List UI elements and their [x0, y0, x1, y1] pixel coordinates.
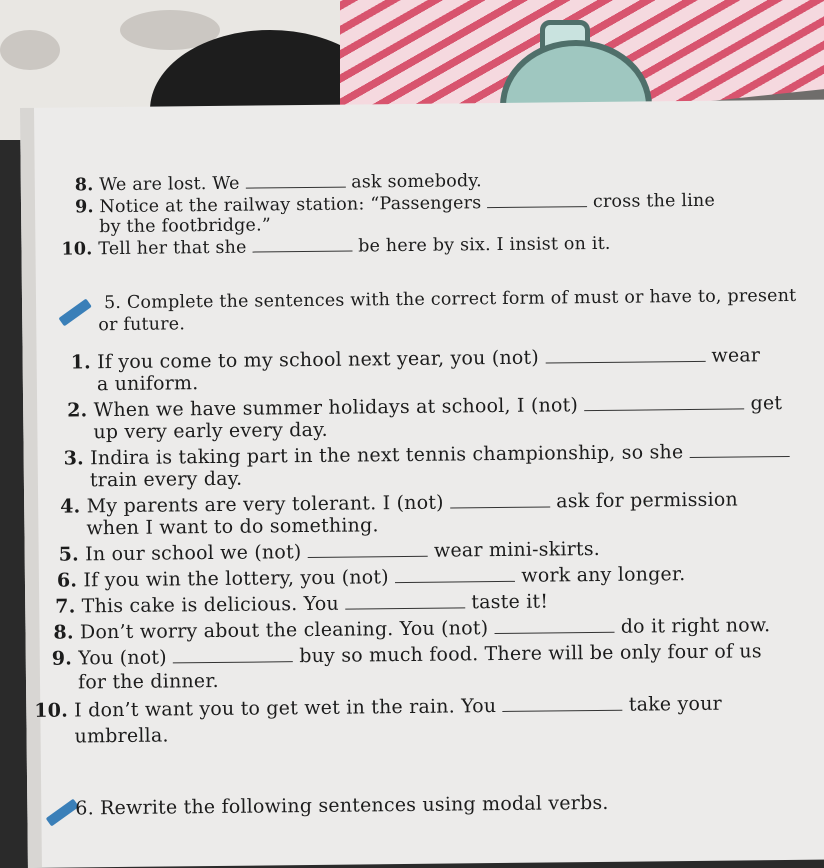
sentence-9-cont: by the footbridge.” [99, 215, 272, 238]
answer-blank[interactable] [487, 192, 587, 208]
sentence-8: 8. We are lost. We ask somebody. [74, 171, 482, 196]
ex5-item-4: 4. My parents are very tolerant. I (not) ask for permission [60, 488, 739, 518]
ex5-item-6: 6. If you win the lottery, you (not) work any longer. [56, 563, 686, 592]
exercise-6-title: 6. Rewrite the following sentences using modal verbs. [75, 791, 609, 820]
answer-blank[interactable] [690, 442, 790, 458]
textbook-page: 8. We are lost. We ask somebody. 9. Notice at the railway station: “Passengers cross the line by the footbridge.” 10. Tell her that she be here by six. I insist on it. 5. Complete the sentences with the correct form of must or have to, present or future. 1. If you come to my school next year, you (not) wear a uniform. 2. When we have summer holidays at school, I (not) get up very early every day. 3. Indira is taking part in the next tennis championship, so she train every day. 4. My parents are very tolerant. I (not) ask for permission when I want to do something. 5. In our school we (not) wear mini-skirts. 6. If you win the lottery, you (not) work any longer. 7. This cake is delicious. You taste it! 8. Don’t worry about the cleaning. You (not) do it right now. 9. You (not) buy so much food. There will be only four of us for the dinner. 10. I don’t want you to get wet in the rain. You take your umbrella. 6. Rewrite the following sentences using modal verbs. [20, 99, 824, 868]
answer-blank[interactable] [545, 347, 705, 364]
ex5-item-5: 5. In our school we (not) wear mini-skirts. [58, 537, 601, 566]
answer-blank[interactable] [395, 567, 515, 583]
answer-blank[interactable] [450, 492, 550, 508]
answer-blank[interactable] [252, 237, 352, 253]
ex5-item-7: 7. This cake is delicious. You taste it! [55, 590, 549, 618]
answer-blank[interactable] [494, 618, 614, 634]
exercise-5-title: 5. Complete the sentences with the correct form of must or have to, present [103, 285, 797, 314]
answer-blank[interactable] [245, 173, 345, 189]
sentence-10: 10. Tell her that she be here by six. I insist on it. [61, 233, 611, 260]
pencil-icon [58, 298, 91, 326]
ex5-item-1: 1. If you come to my school next year, you (not) wear [70, 344, 761, 374]
sentence-9: 9. Notice at the railway station: “Passengers cross the line [74, 190, 716, 218]
answer-blank[interactable] [584, 394, 744, 411]
ex5-item-8: 8. Don’t worry about the cleaning. You (not) do it right now. [53, 614, 771, 644]
background-blotch [0, 30, 60, 70]
ex5-item-10: 10. I don’t want you to get wet in the rain. You take your [34, 692, 722, 722]
exercise-5-title-cont: or future. [98, 314, 186, 336]
pencil-icon [46, 799, 79, 827]
ex5-item-9: 9. You (not) buy so much food. There will be only four of us [51, 640, 762, 670]
ex5-item-2: 2. When we have summer holidays at school, I (not) get [67, 392, 783, 422]
answer-blank[interactable] [308, 542, 428, 558]
answer-blank[interactable] [345, 593, 465, 609]
item-number: 8. [74, 175, 94, 196]
answer-blank[interactable] [173, 647, 293, 663]
ex5-item-3: 3. Indira is taking part in the next tennis championship, so she [64, 440, 790, 470]
answer-blank[interactable] [502, 696, 622, 712]
